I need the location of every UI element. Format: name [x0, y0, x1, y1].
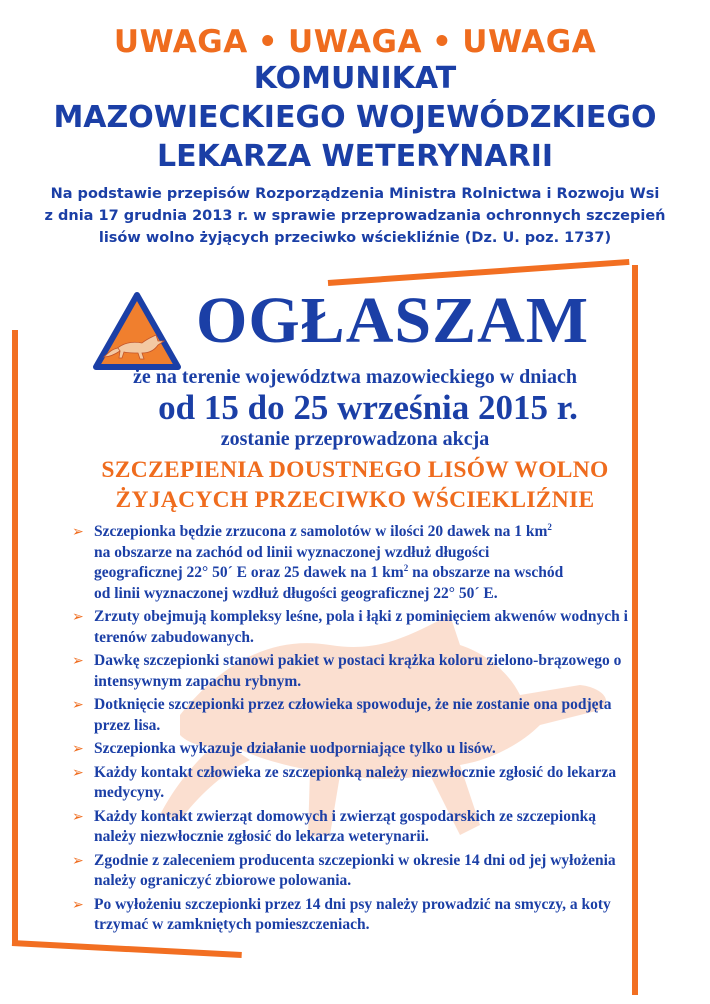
arrow-bullet-icon: ➢	[72, 653, 84, 669]
frame-bottom-border	[12, 940, 242, 958]
list-item-text: Zgodnie z zaleceniem producenta szczepionki w okresie 14 dni od jej wyłożenia należy ograniczyć zbiorowe polowania.	[94, 851, 616, 889]
list-item-text: Po wyłożeniu szczepionki przez 14 dni psy należy prowadzić na smyczy, a koty trzymać w zamkniętych pomieszczeniach.	[94, 895, 611, 933]
list-item	[72, 739, 632, 760]
intro-line-2: z dnia 17 grudnia 2013 r. w sprawie przeprowadzania ochronnych szczepień	[44, 208, 666, 224]
list-item-text: geograficznej 22° 50´ E oraz 25 dawek na 1 km	[94, 564, 404, 581]
title-line-3: LEKARZA WETERYNARII	[156, 139, 554, 174]
campaign-title-line-2: ŻYJĄCYCH PRZECIWKO WŚCIEKLIŹNIE	[115, 487, 595, 513]
list-item	[72, 522, 632, 604]
list-item-text: Każdy kontakt człowieka ze szczepionką należy niezwłocznie zgłosić do lekarza medycyny.	[94, 763, 617, 801]
separator-dot: •	[431, 24, 453, 60]
list-item-text: Dawkę szczepionki stanowi pakiet w postaci krążka koloru zielono-brązowego o intensywnym zapachu rybnym.	[94, 652, 622, 690]
list-item	[72, 607, 632, 648]
information-list	[72, 522, 632, 939]
title-line-2: MAZOWIECKIEGO WOJEWÓDZKIEGO	[53, 100, 657, 135]
fox-warning-triangle-icon	[92, 291, 182, 371]
list-item-text: Szczepionka wykazuje działanie uodporniające tylko u lisów.	[94, 740, 496, 757]
list-item	[72, 651, 632, 692]
list-item	[72, 763, 632, 804]
list-item	[72, 695, 632, 736]
list-item-text: Dotknięcie szczepionki przez człowieka spowoduje, że nie zostanie ona podjęta przez lisa.	[94, 696, 612, 734]
announcement-dates: od 15 do 25 września 2015 r.	[158, 388, 578, 427]
announcement-line-3: zostanie przeprowadzona akcja	[220, 428, 490, 450]
intro-line-1: Na podstawie przepisów Rozporządzenia Ministra Rolnictwa i Rozwoju Wsi	[50, 186, 660, 202]
announcement-line-1: że na terenie województwa mazowieckiego w dniach	[133, 366, 577, 388]
list-item-text: od linii wyznaczonej wzdłuż długości geograficznej 22° 50´ E.	[94, 584, 498, 602]
uwaga-word: UWAGA	[462, 24, 597, 60]
uwaga-word: UWAGA	[113, 24, 248, 60]
title-line-1: KOMUNIKAT	[253, 61, 457, 96]
arrow-bullet-icon: ➢	[72, 609, 84, 625]
list-item-text: Zrzuty obejmują kompleksy leśne, pola i łąki z pominięciem akwenów wodnych i terenów zabudowanych.	[94, 608, 628, 646]
list-item-text: Szczepionka będzie zrzucona z samolotów w ilości 20 dawek na 1 km	[94, 523, 548, 540]
list-item	[72, 851, 632, 892]
frame-top-border	[328, 259, 630, 286]
superscript: 2	[547, 521, 552, 532]
arrow-bullet-icon: ➢	[72, 741, 84, 757]
list-item-text: na obszarze na wschód	[408, 564, 564, 581]
separator-dot: •	[257, 24, 279, 60]
list-item	[72, 895, 632, 936]
superscript: 2	[403, 562, 409, 573]
announcement-heading: OGŁASZAM	[196, 284, 590, 357]
intro-line-3: lisów wolno żyjących przeciwko wściekliźnie (Dz. U. poz. 1737)	[98, 230, 612, 246]
warning-header	[0, 24, 710, 60]
list-item-text: na obszarze na zachód od linii wyznaczonej wzdłuż długości	[94, 543, 490, 561]
campaign-title-line-1: SZCZEPIENIA DOUSTNEGO LISÓW WOLNO	[101, 457, 609, 483]
arrow-bullet-icon: ➢	[72, 852, 84, 869]
arrow-bullet-icon: ➢	[72, 808, 84, 825]
arrow-bullet-icon: ➢	[72, 524, 84, 540]
list-item-text: Każdy kontakt zwierząt domowych i zwierząt gospodarskich ze szczepionką należy niezwłocznie zgłosić do lekarza weterynarii.	[94, 807, 596, 845]
arrow-bullet-icon: ➢	[72, 896, 84, 913]
arrow-bullet-icon: ➢	[72, 697, 84, 713]
uwaga-word: UWAGA	[288, 24, 422, 60]
arrow-bullet-icon: ➢	[72, 764, 84, 781]
list-item	[72, 807, 632, 848]
